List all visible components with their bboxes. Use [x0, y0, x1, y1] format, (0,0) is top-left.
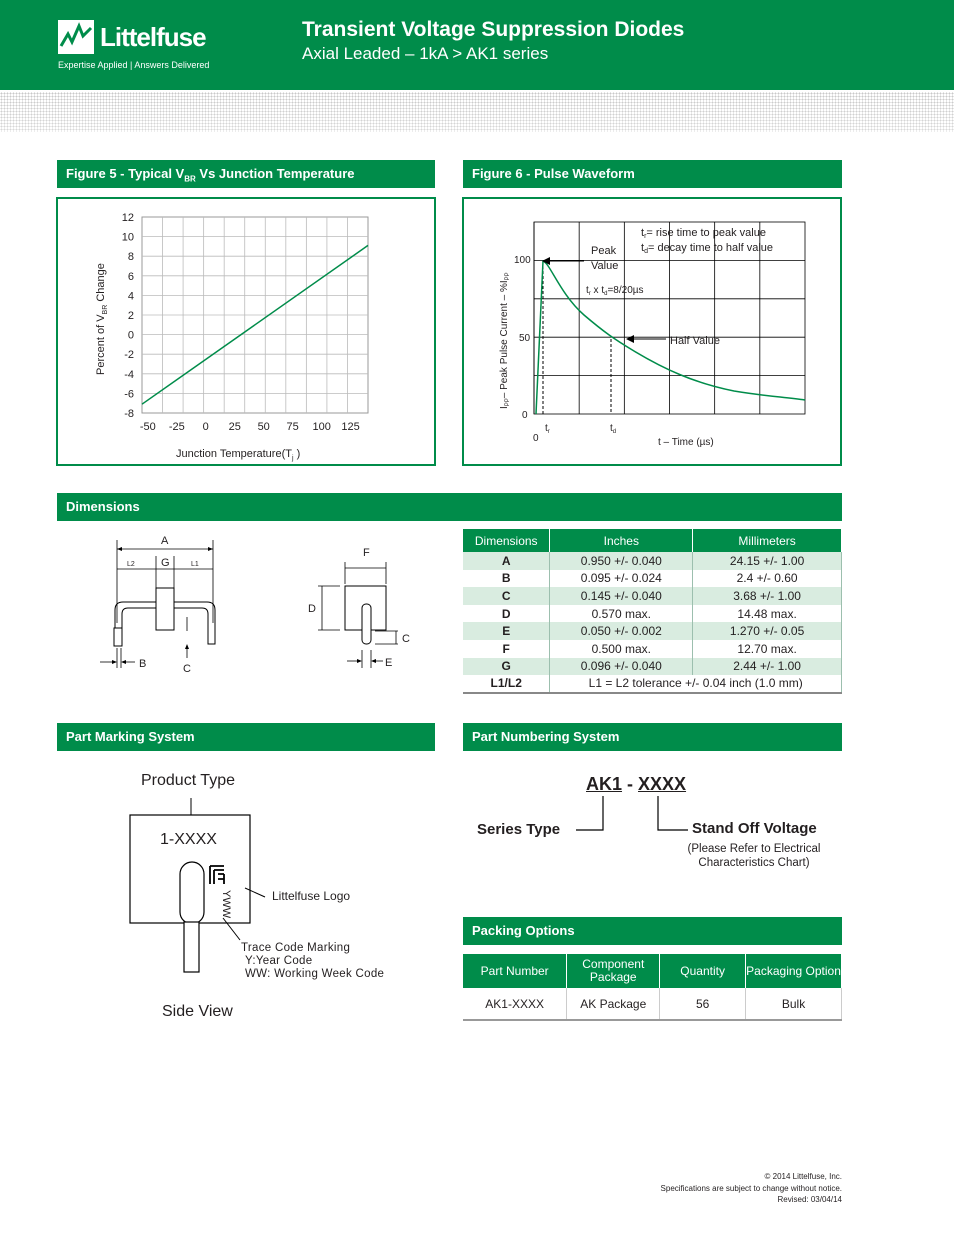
- pulse-waveform-chart: [464, 199, 840, 464]
- svg-text:L2: L2: [127, 561, 135, 568]
- fig5-y-tick-label: 2: [127, 310, 134, 322]
- svg-text:E: E: [385, 657, 393, 669]
- stand-off-note: (Please Refer to Electrical Characteristics Chart): [687, 843, 821, 869]
- table-row: D 0.570 max. 14.48 max.: [463, 605, 842, 623]
- figure6-panel: [462, 197, 842, 466]
- figure5-title: Figure 5 - Typical V: [66, 166, 185, 181]
- littelfuse-logo: [58, 20, 238, 80]
- fig5-x-tick-label: 100: [312, 421, 331, 433]
- svg-text:C: C: [183, 663, 191, 675]
- svg-text:100: 100: [514, 255, 531, 266]
- product-type-label: Product Type: [141, 772, 235, 789]
- fig5-y-tick-label: 4: [127, 290, 134, 303]
- fig5-x-tick-label: 25: [228, 421, 241, 433]
- tr-tick-label: $t_r$: [545, 423, 550, 435]
- side-view-label: Side View: [162, 1003, 233, 1020]
- littelfuse-mark-icon: [58, 20, 94, 54]
- trace-code-legend: Trace Code Marking Y:Year Code WW: Working Week Code: [241, 942, 385, 980]
- figure5-title-bar: Figure 5 - Typical $V_{BR}$ Vs Junction Temperature: [57, 160, 435, 188]
- fig5-x-tick-label: 0: [202, 421, 209, 433]
- table-row: E 0.050 +/- 0.002 1.270 +/- 0.05: [463, 622, 842, 640]
- fig6-x-axis-label: t – Time (µs): [658, 437, 714, 448]
- fig5-y-tick-label: -6: [124, 388, 134, 401]
- fig5-y-tick-label: 10: [121, 231, 134, 244]
- fig6-legend-td: td= decay time to half value: [641, 242, 774, 255]
- table-row: A 0.950 +/- 0.040 24.15 +/- 1.00: [463, 552, 842, 570]
- fig5-x-axis-label: Junction $Temperature(T_j$ ): [176, 448, 301, 462]
- half-value-label: Half Value: [670, 335, 720, 347]
- svg-text:Value: Value: [591, 260, 619, 272]
- series-type-label: Series Type: [477, 821, 561, 838]
- fig5-x-tick-label: 50: [257, 421, 270, 433]
- table-header-row: Dimensions Inches Millimeters: [463, 529, 842, 552]
- fig5-y-tick-label: -4: [124, 368, 134, 381]
- table-header-row: Part Number Component Package Quantity Packaging Option: [463, 954, 842, 988]
- fig5-y-tick-label: 0: [127, 329, 134, 342]
- littelfuse-logo-label: Littelfuse Logo: [272, 889, 351, 903]
- packing-options-title-bar: Packing Options: [463, 917, 842, 945]
- table-row: F 0.500 max. 12.70 max.: [463, 640, 842, 658]
- fig5-x-tick-label: -25: [168, 421, 185, 433]
- fig5-y-tick-label: -8: [124, 408, 134, 420]
- fig5-y-axis-label: Percent of $V_{BR}$ Change: [95, 263, 109, 375]
- table-row: G 0.096 +/- 0.040 2.44 +/- 1.00: [463, 658, 842, 676]
- figure5-panel: [56, 197, 436, 466]
- page-header: [0, 0, 954, 90]
- marking-code: 1-XXXX: [160, 831, 217, 848]
- fig5-x-tick-label: -50: [139, 421, 156, 433]
- svg-text:0: 0: [522, 410, 528, 421]
- table-row: L1/L2 L1 = L2 tolerance +/- 0.04 inch (1.0 mm): [463, 675, 842, 693]
- revision-date: Revised: 03/04/14: [777, 1195, 842, 1204]
- tr-td-ratio: $t_r$ x $t_d=8/20\mu s$: [586, 285, 644, 297]
- svg-text:D: D: [308, 603, 316, 615]
- brand-name: Littelfuse: [100, 22, 206, 52]
- vbr-change-series-line: [142, 245, 368, 404]
- svg-text:A: A: [161, 535, 169, 547]
- fig5-y-tick-label: -2: [124, 349, 134, 362]
- page-subtitle: Axial Leaded – 1kA > AK1 series: [302, 44, 549, 63]
- svg-text:0: 0: [533, 433, 539, 444]
- table-row: B 0.095 +/- 0.024 2.4 +/- 0.60: [463, 570, 842, 588]
- fig6-y-axis-label: $I_{PP}-$ Peak Pulse Current – $\%I_{PP}$: [499, 272, 511, 409]
- svg-text:G: G: [161, 557, 170, 569]
- fig5-y-tick-label: 6: [127, 270, 134, 283]
- disclaimer: Specifications are subject to change without notice.: [660, 1183, 842, 1193]
- part-marking-title-bar: Part Marking System: [57, 723, 435, 751]
- part-numbering-title-bar: Part Numbering System: [463, 723, 842, 751]
- peak-label: Peak: [591, 245, 617, 257]
- packing-options-table: [463, 954, 842, 1021]
- vbr-vs-temperature-chart: [58, 199, 434, 464]
- dimensions-table: [463, 529, 842, 694]
- fig6-legend-tr: tr= rise time to peak value: [641, 227, 766, 240]
- svg-text:B: B: [139, 658, 147, 670]
- page-footer: [661, 1171, 842, 1206]
- td-tick-label: $t_d$: [610, 423, 617, 435]
- fig5-x-tick-label: 125: [341, 421, 360, 433]
- dimension-drawing-end: [300, 528, 410, 678]
- page-title: Transient Voltage Suppression Diodes: [302, 18, 685, 41]
- brand-tagline: Expertise Applied | Answers Delivered: [58, 60, 210, 70]
- trace-code-marking: YWW: [220, 890, 232, 919]
- table-row: C 0.145 +/- 0.040 3.68 +/- 1.00: [463, 587, 842, 605]
- part-number-format: AK1 - XXXX: [586, 774, 687, 794]
- dimension-drawing-side: [95, 528, 235, 678]
- dimensions-title-bar: Dimensions: [57, 493, 842, 521]
- svg-text:C: C: [402, 633, 410, 645]
- fig5-y-tick-label: 8: [127, 251, 134, 264]
- part-numbering-connectors: [570, 796, 690, 836]
- stand-off-voltage-label: Stand Off Voltage: [692, 820, 817, 837]
- fig5-x-tick-label: 75: [286, 421, 299, 433]
- table-row: AK1-XXXX AK Package 56 Bulk: [463, 988, 842, 1020]
- svg-text:L1: L1: [191, 561, 199, 568]
- svg-text:50: 50: [519, 333, 531, 344]
- copyright: © 2014 Littelfuse, Inc.: [764, 1172, 842, 1181]
- figure6-title-bar: Figure 6 - Pulse Waveform: [463, 160, 842, 188]
- half-value-arrow-icon: [626, 335, 634, 343]
- svg-text:F: F: [363, 547, 370, 559]
- fig5-y-tick-label: 12: [121, 212, 134, 224]
